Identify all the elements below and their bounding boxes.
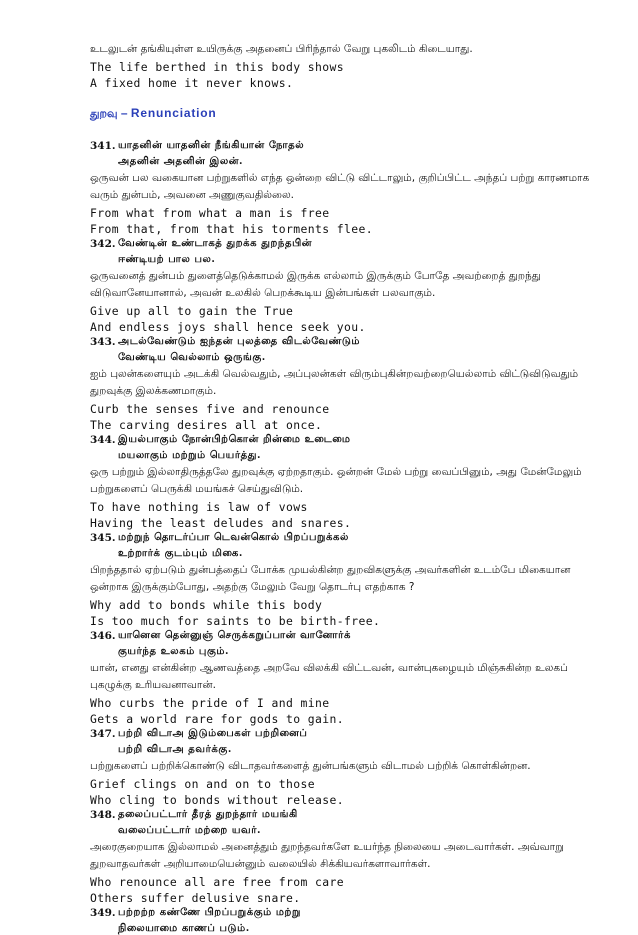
verse-meaning-line: வரும் துன்பம், அவனை அணுகுவதில்லை. [90, 189, 294, 201]
intro-english-line: A fixed home it never knows. [90, 76, 294, 90]
verse-couplet-line: பற்றி விடாஅ தவர்க்கு. [118, 744, 232, 755]
verse-english-line: Who cling to bonds without release. [90, 793, 345, 807]
section-english-title: Renunciation [130, 106, 217, 120]
verse-meaning-line: துறவாதவர்கள் அறியாமையென்னும் வலையில் சிக்கியவர்களாவார்கள். [90, 858, 431, 870]
verse-couplet-line: யாதனின் யாதனின் நீங்கியான் நோதல் [118, 140, 305, 151]
verse-meaning-line: ஒருவன் பல வகையான பற்றுகளில் எந்த ஒன்றை விட்டு விட்டாலும், குறிப்பிட்ட அந்தப் பற்று காரணமாக [90, 172, 590, 184]
verse-meaning-line: பிறந்ததால் ஏற்படும் துன்பத்தைப் போக்க முயல்கின்ற துறவிகளுக்கு அவர்களின் உடம்பே மிகையான [90, 564, 571, 576]
verse-number: 344. [90, 434, 116, 446]
verse-number: 347. [90, 728, 116, 740]
verse-number: 342. [90, 238, 116, 250]
verse-couplet-line: இயல்பாகும் நோன்பிற்கொன் றின்மை உடைமை [118, 434, 351, 445]
section-heading [90, 106, 217, 122]
verse-meaning-line: புகழுக்கு உரியவனாவான். [90, 679, 216, 691]
verse-couplet-line: அதனின் அதனின் இலன். [118, 156, 244, 167]
verse-english-line: Who renounce all are free from care [90, 875, 345, 889]
verse-english-line: From what from what a man is free [90, 206, 330, 220]
verse-couplet-line: தலைப்பட்டார் தீரத் துறந்தார் மயங்கி [118, 809, 298, 820]
verse-english-line: Is too much for saints to be birth-free. [90, 614, 381, 628]
verse-english-line: From that, from that his torments flee. [90, 222, 374, 236]
verse-english-line: Gets a world rare for gods to gain. [90, 712, 345, 726]
verse-number: 346. [90, 630, 116, 642]
verse-couplet-line: உற்றார்க் குடம்பும் மிகை. [118, 548, 244, 559]
verse-english-line: Grief clings on and on to those [90, 777, 315, 791]
verse-couplet-line: மற்றுந் தொடர்ப்பா டெவன்கொல் பிறப்பறுக்கல் [118, 532, 349, 543]
intro-english-line: The life berthed in this body shows [90, 60, 345, 74]
verse-meaning-line: ஒரு பற்றும் இல்லாதிருத்தலே துறவுக்கு ஏற்றதாகும். ஒன்றன் மேல் பற்று வைப்பினும், அது மேன்மேலும் [90, 466, 582, 478]
verse-meaning-line: ஒன்றாக இருக்கும்போது, அதற்கு மேலும் வேறு தொடர்பு எதற்காக ? [90, 581, 415, 593]
verse-meaning-line: ஐம் புலன்களையும் அடக்கி வெல்வதும், அப்புலன்கள் விரும்புகின்றவற்றையெல்லாம் விட்டுவிடுவதும் [90, 368, 579, 380]
verse-couplet-line: யானென தென்னுஞ் செருக்கறுப்பான் வானோர்க் [118, 630, 351, 641]
verse-couplet-line: ஈண்டியற் பால பல. [118, 254, 216, 265]
verse-couplet-line: பற்றற்ற கண்ணே பிறப்பறுக்கும் மற்று [118, 907, 301, 918]
verse-couplet-line: அடல்வேண்டும் ஐந்தன் புலத்தை விடல்வேண்டும் [118, 336, 361, 347]
verse-meaning-line: அரைகுறையாக இல்லாமல் அனைத்தும் துறந்தவர்களே உயர்ந்த நிலையை அடைவார்கள். அவ்வாறு [90, 841, 564, 853]
verse-english-line: And endless joys shall hence seek you. [90, 320, 366, 334]
verse-meaning-line: துறவுக்கு இலக்கணமாகும். [90, 385, 217, 397]
verse-couplet-line: பற்றி விடாஅ இடும்பைகள் பற்றினைப் [118, 728, 308, 739]
verse-english-line: Having the least deludes and snares. [90, 516, 352, 530]
verse-meaning-line: யான், எனது என்கின்ற ஆணவத்தை அறவே விலக்கி விட்டவன், வான்புகழையும் மிஞ்சுகின்ற உலகப் [90, 662, 568, 674]
verse-number: 341. [90, 140, 116, 152]
intro-tamil-text: உடலுடன் தங்கியுள்ள உயிருக்கு அதனைப் பிரிந்தால் வேறு புகலிடம் கிடையாது. [90, 43, 473, 55]
section-tamil-title: துறவு [90, 107, 118, 120]
verse-english-line: Who curbs the pride of I and mine [90, 696, 330, 710]
verse-meaning-line: பற்றுகளைப் பெருக்கி மயங்கச் செய்துவிடும். [90, 483, 304, 495]
verse-couplet-line: மயலாகும் மற்றும் பெயர்த்து. [118, 450, 262, 461]
section-dash: – [117, 106, 131, 120]
verse-english-line: The carving desires all at once. [90, 418, 323, 432]
verse-english-line: To have nothing is law of vows [90, 500, 308, 514]
verse-english-line: Curb the senses five and renounce [90, 402, 330, 416]
verse-english-line: Others suffer delusive snare. [90, 891, 301, 905]
verse-couplet-line: வேண்டிய வெல்லாம் ஒருங்கு. [118, 352, 266, 363]
verse-meaning-line: ஒருவனைத் துன்பம் துளைத்தெடுக்காமல் இருக்க எல்லாம் இருக்கும் போதே அவற்றைத் துறந்து [90, 270, 541, 282]
verse-couplet-line: வேண்டின் உண்டாகத் துறக்க துறந்தபின் [118, 238, 313, 249]
verse-number: 349. [90, 907, 116, 919]
verse-meaning-line: விடுவானேயானால், அவன் உலகில் பெறக்கூடிய இன்பங்கள் பலவாகும். [90, 287, 436, 299]
verse-couplet-line: குயர்ந்த உலகம் புகும். [118, 646, 230, 657]
verse-number: 343. [90, 336, 116, 348]
verse-meaning-line: பற்றுகளைப் பற்றிக்கொண்டு விடாதவர்களைத் துன்பங்களும் விடாமல் பற்றிக் கொள்கின்றன. [90, 760, 531, 772]
verse-couplet-line: வலைப்பட்டார் மற்றை யவர். [118, 825, 262, 836]
verse-couplet-line: நிலையாமை காணப் படும். [118, 923, 250, 934]
verse-number: 345. [90, 532, 116, 544]
verse-number: 348. [90, 809, 116, 821]
verse-english-line: Why add to bonds while this body [90, 598, 323, 612]
verse-english-line: Give up all to gain the True [90, 304, 294, 318]
